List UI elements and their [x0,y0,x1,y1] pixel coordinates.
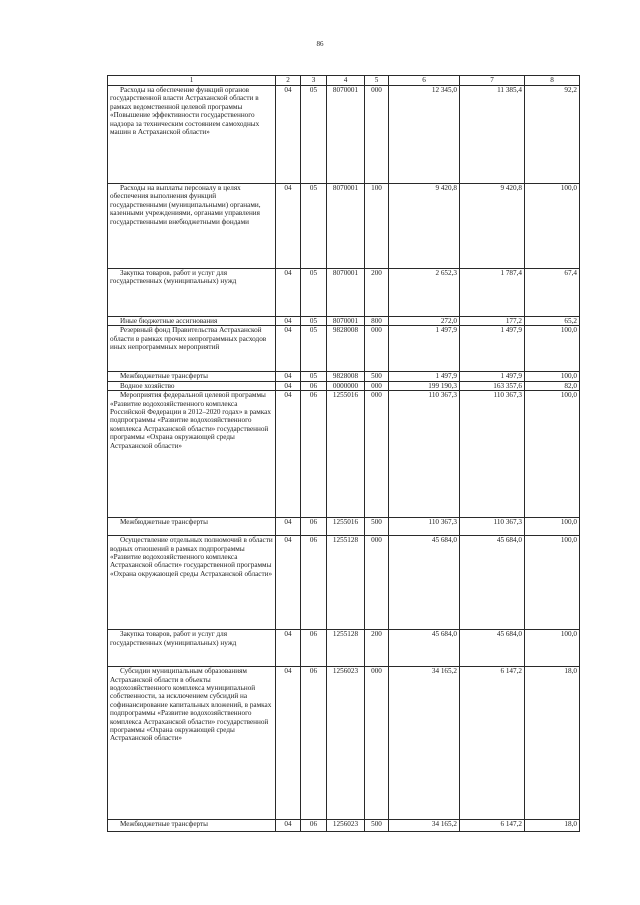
column-header: 8 [525,76,580,86]
table-row [108,381,580,390]
expense-type-code: 200 [365,630,389,667]
actual-amount: 177,2 [460,317,525,326]
target-item-code: 1255128 [327,536,365,630]
table-row [108,536,580,630]
expense-name: Расходы на обеспечение функций органов государственной власти Астраханской области в рамках ведомственной целевой программы «Повышение эффективности государственного надзора за техническим состоянием самоходных машин в Астраханской области» [110,86,260,137]
table-row [108,518,580,536]
execution-percent: 100,0 [525,372,580,381]
target-item-code: 8070001 [327,317,365,326]
planned-amount: 272,0 [389,317,460,326]
subsection-code: 06 [301,391,327,518]
actual-amount: 1 497,9 [460,372,525,381]
subsection-code: 06 [301,536,327,630]
execution-percent: 18,0 [525,820,580,832]
section-code: 04 [276,667,301,820]
target-item-code: 1256023 [327,820,365,832]
execution-percent: 100,0 [525,184,580,269]
expense-type-code: 000 [365,381,389,390]
target-item-code: 1256023 [327,667,365,820]
expense-name-cell [108,184,276,269]
expense-name: Закупка товаров, работ и услуг для государственных (муниципальных) нужд [110,269,237,286]
expense-type-code: 100 [365,184,389,269]
expense-name-cell [108,381,276,390]
table-row [108,667,580,820]
target-item-code: 8070001 [327,184,365,269]
subsection-code: 06 [301,667,327,820]
execution-percent: 82,0 [525,381,580,390]
target-item-code: 8070001 [327,269,365,317]
target-item-code: 0000000 [327,381,365,390]
table-row [108,630,580,667]
target-item-code: 1255128 [327,630,365,667]
subsection-code: 06 [301,820,327,832]
expense-name-cell [108,536,276,630]
table-row [108,391,580,518]
target-item-code: 9828008 [327,326,365,372]
subsection-code: 05 [301,184,327,269]
execution-percent: 65,2 [525,317,580,326]
actual-amount: 45 684,0 [460,536,525,630]
execution-percent: 100,0 [525,536,580,630]
section-code: 04 [276,372,301,381]
section-code: 04 [276,326,301,372]
column-number-row [108,76,580,86]
execution-percent: 67,4 [525,269,580,317]
expense-name-cell [108,86,276,184]
table-row [108,269,580,317]
planned-amount: 1 497,9 [389,372,460,381]
execution-percent: 100,0 [525,630,580,667]
section-code: 04 [276,518,301,536]
expense-name: Межбюджетные трансферты [120,518,208,527]
subsection-code: 05 [301,269,327,317]
planned-amount: 9 420,8 [389,184,460,269]
table-row [108,820,580,832]
expense-name: Расходы на выплаты персоналу в целях обеспечения выполнения функций государственными (муниципальными) органами, казенными учреждениями, органами управления государственными внебюджетными фондами [110,184,261,226]
table-row [108,326,580,372]
column-header: 1 [108,76,276,86]
expense-type-code: 500 [365,518,389,536]
subsection-code: 06 [301,518,327,536]
execution-percent: 100,0 [525,391,580,518]
expense-name-cell [108,317,276,326]
expense-name: Резервный фонд Правительства Астраханской области в рамках прочих непрограммных расходов иных непрограммных мероприятий [110,326,267,352]
subsection-code: 05 [301,372,327,381]
expense-type-code: 000 [365,536,389,630]
actual-amount: 6 147,2 [460,820,525,832]
expense-type-code: 000 [365,667,389,820]
budget-table [107,75,580,832]
expense-type-code: 800 [365,317,389,326]
planned-amount: 2 652,3 [389,269,460,317]
section-code: 04 [276,536,301,630]
expense-name-cell [108,820,276,832]
target-item-code: 1255016 [327,518,365,536]
column-header: 3 [301,76,327,86]
expense-name: Межбюджетные трансферты [120,820,208,829]
expense-name: Закупка товаров, работ и услуг для государственных (муниципальных) нужд [110,630,237,647]
planned-amount: 45 684,0 [389,536,460,630]
subsection-code: 05 [301,317,327,326]
table-row [108,184,580,269]
actual-amount: 9 420,8 [460,184,525,269]
subsection-code: 06 [301,381,327,390]
actual-amount: 11 385,4 [460,86,525,184]
execution-percent: 100,0 [525,518,580,536]
subsection-code: 05 [301,326,327,372]
section-code: 04 [276,381,301,390]
expense-name-cell [108,269,276,317]
planned-amount: 34 165,2 [389,820,460,832]
section-code: 04 [276,317,301,326]
column-header: 5 [365,76,389,86]
column-header: 2 [276,76,301,86]
section-code: 04 [276,630,301,667]
expense-name: Водное хозяйство [120,381,175,390]
section-code: 04 [276,184,301,269]
column-header: 4 [327,76,365,86]
section-code: 04 [276,269,301,317]
section-code: 04 [276,391,301,518]
expense-name-cell [108,391,276,518]
expense-name: Межбюджетные трансферты [120,372,208,381]
planned-amount: 110 367,3 [389,518,460,536]
expense-name-cell [108,518,276,536]
expense-type-code: 000 [365,326,389,372]
actual-amount: 110 367,3 [460,391,525,518]
column-header: 7 [460,76,525,86]
expense-name: Осуществление отдельных полномочий в области водных отношений в рамках подпрограммы «Развитие водохозяйственного комплекса Астраханской области» государственной программы «Охрана окружающей среды Астраханской области» [110,536,273,578]
expense-type-code: 200 [365,269,389,317]
expense-name: Субсидии муниципальным образованиям Астраханской области в объекты водохозяйственного комплекса муниципальной собственности, за исключением субсидий на софинансирование капитальных вложений, в рамках подпрограммы «Развитие водохозяйственного комплекса Астраханской области» государственной программы «Охрана окружающей среды Астраханской области» [110,667,272,743]
column-header: 6 [389,76,460,86]
planned-amount: 110 367,3 [389,391,460,518]
table-row [108,317,580,326]
actual-amount: 6 147,2 [460,667,525,820]
planned-amount: 12 345,0 [389,86,460,184]
expense-type-code: 000 [365,391,389,518]
planned-amount: 45 684,0 [389,630,460,667]
expense-name: Иные бюджетные ассигнования [120,317,218,325]
page-number: 86 [316,40,324,48]
table-row [108,86,580,184]
execution-percent: 100,0 [525,326,580,372]
target-item-code: 9828008 [327,372,365,381]
actual-amount: 1 787,4 [460,269,525,317]
expense-type-code: 500 [365,372,389,381]
subsection-code: 05 [301,86,327,184]
actual-amount: 45 684,0 [460,630,525,667]
execution-percent: 18,0 [525,667,580,820]
table-row [108,372,580,381]
actual-amount: 110 367,3 [460,518,525,536]
expense-name-cell [108,372,276,381]
execution-percent: 92,2 [525,86,580,184]
expense-name-cell [108,630,276,667]
actual-amount: 163 357,6 [460,381,525,390]
expense-name: Мероприятия федеральной целевой программы «Развитие водохозяйственного комплекса Российской Федерации в 2012–2020 годах» в рамках подпрограммы «Развитие водохозяйственного комплекса Астраханской области» государственной программы «Охрана окружающей среды Астраханской области» [110,391,271,450]
subsection-code: 06 [301,630,327,667]
planned-amount: 1 497,9 [389,326,460,372]
planned-amount: 199 190,3 [389,381,460,390]
actual-amount: 1 497,9 [460,326,525,372]
expense-name-cell [108,667,276,820]
expense-type-code: 500 [365,820,389,832]
target-item-code: 8070001 [327,86,365,184]
planned-amount: 34 165,2 [389,667,460,820]
expense-type-code: 000 [365,86,389,184]
section-code: 04 [276,820,301,832]
expense-name-cell [108,326,276,372]
target-item-code: 1255016 [327,391,365,518]
section-code: 04 [276,86,301,184]
